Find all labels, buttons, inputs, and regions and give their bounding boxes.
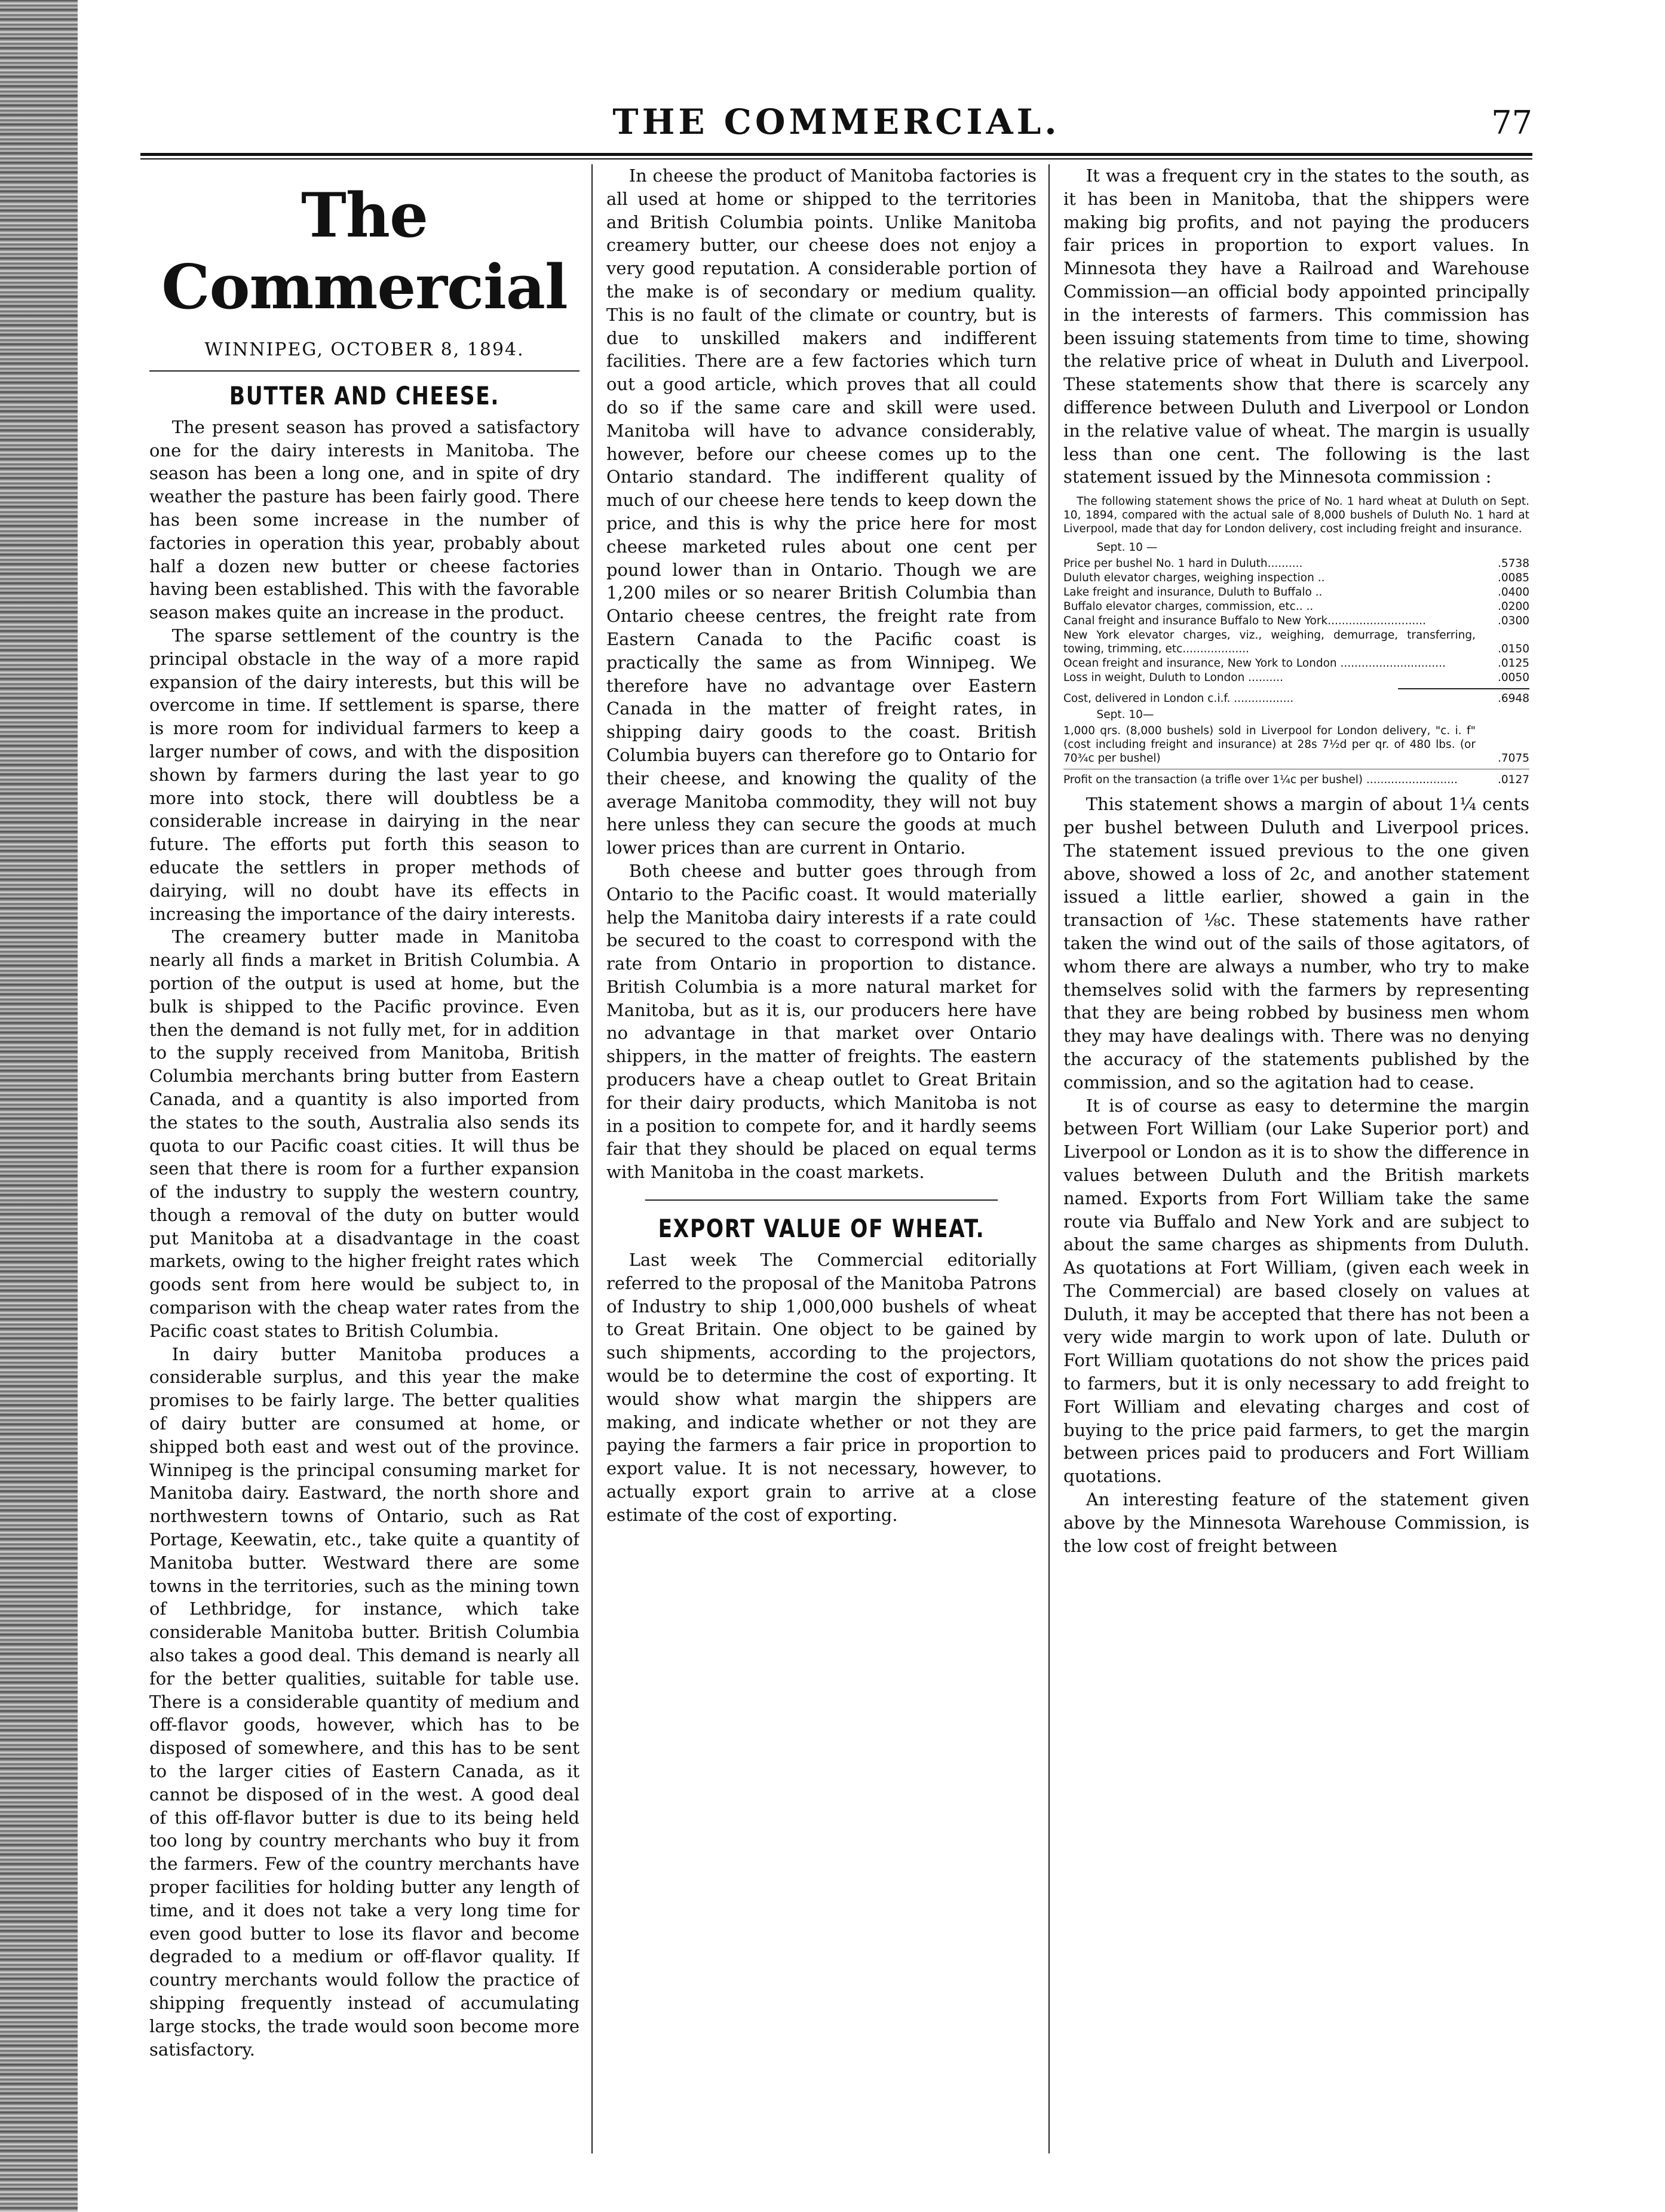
dateline: WINNIPEG, OCTOBER 8, 1894. [204,339,525,360]
statement-value: .0085 [1498,572,1529,585]
statement-date: Sept. 10— [1096,708,1154,722]
article-paragraph: This statement shows a margin of about 1¼ cents per bushel between Duluth and Liverpool prices. The statement issued previous to the one given above, showed a loss of 2c, and another statement issued a little earlier, showed a gain in the transaction of ⅛c. These statements have rather taken the wind out of the sails of those agitators, of whom there are always a number, who try to make themselves solid with the farmers by representing that they are being robbed by business men whom they may have dealings with. There was no denying the accuracy of the statements published by the commission, and so the agitation had to cease. [1063,794,1529,1093]
statement-value: .0300 [1498,615,1529,628]
column-3 [1063,164,1529,2177]
statement-label: New York elevator charges, viz., weighing, demurrage, transferring, towing, trimming, etc................... [1063,629,1476,656]
statement-profit-row [1063,773,1529,787]
article-paragraph: In dairy butter Manitoba produces a considerable surplus, and this year the make promises to be fairly large. The better qualities of dairy butter are consumed at home, or shipped both east and west out of the province. Winnipeg is the principal consuming market for Manitoba dairy. Eastward, the north shore and northwestern towns of Ontario, such as Rat Portage, Keewatin, etc., take quite a quantity of Manitoba butter. Westward there are some towns in the territories, such as the mining town of Lethbridge, for instance, which take considerable Manitoba butter. British Columbia also takes a good deal. This demand is nearly all for the better qualities, suitable for table use. There is a considerable quantity of medium and off-flavor goods, however, which has to be disposed of somewhere, and this has to be sent to the larger cities of Eastern Canada, as it cannot be disposed of in the west. A good deal of this off-flavor butter is due to its being held too long by country merchants who buy it from the farmers. Few of the country merchants have proper facilities for holding butter any length of time, and it does not take a very long time for even good butter to lose its flavor and become degraded to a medium or off-flavor quality. If country merchants would follow the practice of shipping frequently instead of accumulating large stocks, the trade would soon become more satisfactory. [149,1343,579,2060]
statement-value: .0150 [1498,643,1529,656]
wheat-cost-statement [1063,495,1529,787]
statement-label: Loss in weight, Duluth to London .......... [1063,671,1283,685]
statement-total-row [1063,692,1529,705]
statement-sale-row [1063,724,1529,765]
article-paragraph: Last week The Commercial editorially referred to the proposal of the Manitoba Patrons of Industry to ship 1,000,000 bushels of wheat to Great Britain. One object to be gained by such shipments, according to the projectors, would be to determine the cost of exporting. It would show what margin the shippers are making, and indicate whether or not they are paying the farmers a fair price in proportion to export value. It is not necessary, however, to actually export grain to arrive at a close estimate of the cost of exporting. [606,1250,1037,1525]
statement-value: .0125 [1498,657,1529,670]
column-divider [591,164,593,2153]
statement-row [1063,656,1529,670]
statement-row [1063,671,1529,685]
article-paragraph: It is of course as easy to determine the margin between Fort William (our Lake Superior port) and Liverpool or London as it is to show the difference in values between Duluth and the British markets named. Exports from Fort William take the same route via Buffalo and New York and are subject to about the same charges as shipments from Duluth. As quotations at Fort William, (given each week in The Commercial) are based closely on values at Duluth, it may be accepted that there has not been a very wide margin to work upon of late. Duluth or Fort William quotations do not show the prices paid to farmers, but it is only necessary to add freight to Fort William and elevating charges and cost of buying to the price paid farmers, to get the margin between prices paid to producers and Fort William quotations. [1063,1095,1529,1487]
running-title: THE COMMERCIAL. [612,102,1060,142]
masthead: The Commercial [161,180,568,323]
masthead-rule [149,370,579,372]
statement-value: .7075 [1498,752,1529,765]
statement-label: Ocean freight and insurance, New York to London .............................. [1063,657,1446,670]
column-divider [1048,164,1050,2153]
statement-value: .0127 [1498,774,1529,787]
article-paragraph: An interesting feature of the statement given above by the Minnesota Warehouse Commission, is the low cost of freight between [1063,1489,1529,1556]
statement-value: .5738 [1498,557,1529,570]
running-head [140,96,1532,143]
article-paragraph: Both cheese and butter goes through from Ontario to the Pacific coast. It would materially help the Manitoba dairy interests if a rate could be secured to the coast to correspond with the rate from Ontario in proportion to distance. British Columbia is a more natural market for Manitoba, but as it is, our producers here have no advantage in that market over Ontario shippers, in the matter of freights. The eastern producers have a cheap outlet to Great Britain for their dairy products, which Manitoba is not in a position to compete for, and it hardly seems fair that they should be placed on equal terms with Manitoba in the coast markets. [606,860,1037,1183]
article-paragraph: The present season has proved a satisfactory one for the dairy interests in Manitoba. The season has been a long one, and in spite of dry weather the pasture has been fairly good. There has been some increase in the number of factories in operation this year, probably about half a dozen new butter or cheese factories having been established. This with the favorable season makes quite an increase in the product. [149,416,579,623]
statement-value: .0200 [1498,600,1529,613]
statement-label: Duluth elevator charges, weighing inspection .. [1063,572,1325,585]
statement-total-rule [1398,688,1529,689]
header-rule [140,153,1532,159]
statement-row [1063,557,1529,570]
statement-row [1063,585,1529,599]
statement-value: .0050 [1498,671,1529,685]
article-headline: EXPORT VALUE OF WHEAT. [645,1199,998,1245]
scan-edge [0,0,78,2212]
statement-label: Profit on the transaction (a trifle over 1¼c per bushel) .......................... [1063,774,1458,787]
statement-row [1063,600,1529,613]
page-number: 77 [1491,104,1532,142]
statement-label: Price per bushel No. 1 hard in Duluth.......... [1063,557,1303,570]
article-paragraph: In cheese the product of Manitoba factories is all used at home or shipped to the territories and British Columbia points. Unlike Manitoba creamery butter, our cheese does not enjoy a very good reputation. A considerable portion of the make is of secondary or medium quality. This is no fault of the climate or country, but is due to unskilled makers and indifferent facilities. There are a few factories which turn out a good article, which proves that all could do so if the same care and skill were used. Manitoba will have to advance considerably, however, before our cheese comes up to the Ontario standard. The indifferent quality of much of our cheese here tends to keep down the price, and this is why the price here for most cheese marketed rules about one cent per pound lower than in Ontario. Though we are 1,200 miles or so nearer British Columbia than Ontario cheese centres, the freight rate from Eastern Canada to the Pacific coast is practically the same as from Winnipeg. We therefore have no advantage over Eastern Canada in the matter of freight rates, in shipping dairy goods to the coast. British Columbia buyers can therefore go to Ontario for their cheese, and knowing the quality of the average Manitoba commodity, they will not buy here unless they can secure the goods at much lower prices than are current in Ontario. [606,165,1037,858]
statement-label: 1,000 qrs. (8,000 bushels) sold in Liverpool for London delivery, "c. i. f" (cost including freight and insurance) at 28s 7½d per qr. of 480 lbs. (or 70¾c per bushel) [1063,725,1476,765]
article-paragraph: It was a frequent cry in the states to the south, as it has been in Manitoba, that the shippers were making big profits, and not paying the producers fair prices in proportion to export values. In Minnesota they have a Railroad and Warehouse Commission—an official body appointed principally in the interests of farmers. This commission has been issuing statements from time to time, showing the relative price of wheat in Duluth and Liverpool. These statements show that there is scarcely any difference between Duluth and Liverpool or London in the relative value of wheat. The margin is usually less than one cent. The following is the last statement issued by the Minnesota commission : [1063,165,1529,487]
article-headline: BUTTER AND CHEESE. [229,381,500,410]
statement-label: Lake freight and insurance, Duluth to Buffalo .. [1063,586,1323,599]
article-paragraph: The creamery butter made in Manitoba nearly all finds a market in British Columbia. A portion of the output is used at home, but the bulk is shipped to the Pacific province. Even then the demand is not fully met, for in addition to the supply received from Manitoba, British Columbia merchants bring butter from Eastern Canada, and a quantity is also imported from the states to the south, Australia also sends its quota to our Pacific coast cities. It will thus be seen that there is room for a further expansion of the industry to supply the western country, though a removal of the duty on butter would put Manitoba at a disadvantage in the coast markets, owing to the higher freight rates which goods sent from here would be subject to, in comparison with the cheap water rates from the Pacific coast states to British Columbia. [149,926,579,1341]
statement-row [1063,614,1529,628]
statement-row [1063,628,1529,656]
statement-label: Cost, delivered in London c.i.f. ................. [1063,692,1294,705]
statement-value: .6948 [1498,692,1529,705]
statement-value: .0400 [1498,586,1529,599]
column-2 [606,164,1037,2177]
statement-label: Buffalo elevator charges, commission, etc.. .. [1063,600,1314,613]
column-1 [149,164,579,2177]
statement-row [1063,571,1529,585]
statement-date: Sept. 10 — [1096,541,1158,554]
statement-intro: The following statement shows the price of No. 1 hard wheat at Duluth on Sept. 10, 1894, compared with the actual sale of 8,000 bushels of Duluth No. 1 hard at Liverpool, made that day for London delivery, cost including freight and insurance. [1063,495,1529,536]
article-paragraph: The sparse settlement of the country is the principal obstacle in the way of a more rapid expansion of the dairy interests, but this will be overcome in time. If settlement is sparse, there is more room for individual farmers to keep a larger number of cows, and with the disposition shown by farmers during the last year to go more into stock, there will doubtless be a considerable increase in dairying in the near future. The efforts put forth this season to educate the settlers in proper methods of dairying, will no doubt have its effects in increasing the importance of the dairy interests. [149,625,579,924]
statement-label: Canal freight and insurance Buffalo to New York............................ [1063,615,1426,628]
